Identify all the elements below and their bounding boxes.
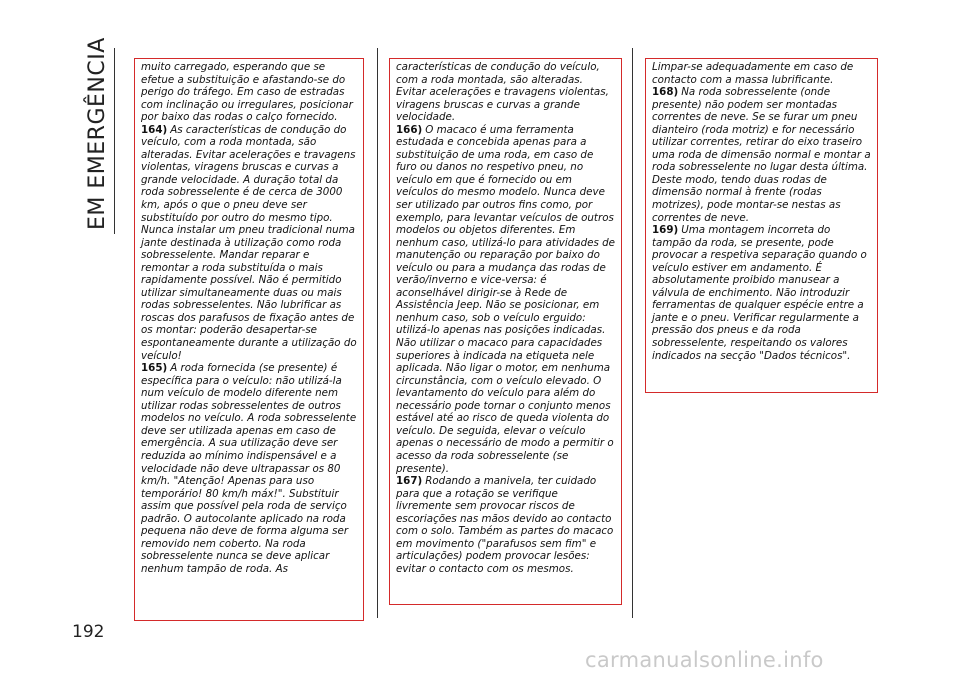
warning-paragraph: 169) Uma montagem incorreta do tampão da roda, se presente, pode provocar a respetiva separação quando o veículo estiver em andamento. É absolutamente proibido manusear a válvula de enchimento. Não introduzir ferramentas de qualquer espécie entre a jante e o pneu. Verificar regularmente a pressão dos pneus e da roda sobresselente, respeitando os valores indicados na secção "Dados técnicos". (652, 224, 867, 362)
note-number: 167) (396, 475, 423, 488)
warning-paragraph: 164) As características de condução do veículo, com a roda montada, são alteradas. Evitar acelerações e travagens violentas, viragens bruscas e curvas a grande velocidade. A duração total da roda sobresselente é de cerca de 3000 km, após o que o pneu deve ser substituído por outro do mesmo tipo. Nunca instalar um pneu tradicional numa jante destinada à utilização como roda sobresselente. Mandar reparar e remontar a roda substituída o mais rapidamente possível. Não é permitido utilizar simultaneamente duas ou mais rodas sobresselentes. Não lubrificar as roscas dos parafusos de fixação antes de os montar: poderão desapertar-se espontaneamente durante a utilização do veículo! (141, 123, 357, 362)
warning-paragraph: Limpar-se adequadamente em caso de contacto com a massa lubrificante. (652, 61, 854, 86)
warning-paragraph: muito carregado, esperando que se efetue a substituição e afastando-se do perigo do tráfego. Em caso de estradas com inclinação ou irregulares, posicionar por baixo das rodas o calço fornecido. (141, 61, 353, 124)
page-number: 192 (72, 622, 105, 642)
warning-paragraph: 167) Rodando a manivela, ter cuidado para que a rotação se verifique livremente sem provocar riscos de escoriações nas mãos devido ao contacto com o solo. Também as partes do macaco em movimento ("parafusos sem fim" e articulações) podem provocar lesões: evitar o contacto com os mesmos. (396, 475, 614, 575)
section-title: EM EMERGÊNCIA (85, 37, 110, 230)
note-number: 169) (652, 224, 679, 237)
note-number: 165) (141, 362, 168, 375)
note-number: 166) (396, 123, 423, 136)
column-divider-1 (377, 48, 378, 618)
warning-paragraph: características de condução do veículo, com a roda montada, são alteradas. Evitar acelerações e travagens violentas, viragens bruscas e curvas a grande velocidade. (396, 61, 609, 124)
section-title-rule (114, 48, 115, 234)
note-number: 164) (141, 123, 168, 136)
warning-box-3 (645, 58, 878, 393)
footer-watermark: carmanualsonline.info (585, 648, 824, 672)
note-number: 168) (652, 86, 679, 99)
warning-box-2 (389, 58, 622, 605)
warning-box-1 (134, 58, 364, 621)
warning-paragraph: 168) Na roda sobresselente (onde presente) não podem ser montadas correntes de neve. Se se furar um pneu dianteiro (roda motriz) e for necessário utilizar correntes, retirar do eixo traseiro uma roda de dimensão normal e montar a roda sobresselente no lugar desta última. Deste modo, tendo duas rodas de dimensão normal à frente (rodas motrizes), pode montar-se nestas as correntes de neve. (652, 86, 871, 224)
column-divider-2 (632, 48, 633, 618)
warning-paragraph: 166) O macaco é uma ferramenta estudada e concebida apenas para a substituição de uma roda, em caso de furo ou danos no respetivo pneu, no veículo em que é fornecido ou em veículos do mesmo modelo. Nunca deve ser utilizado par outros fins como, por exemplo, para levantar veículos de outros modelos ou objetos diferentes. Em nenhum caso, utilizá-lo para atividades de manutenção ou reparação por baixo do veículo ou para a mudança das rodas de verão/inverno e vice-versa: é aconselhável dirigir-se à Rede de Assistência Jeep. Não se posicionar, em nenhum caso, sob o veículo erguido: utilizá-lo apenas nas posições indicadas. Não utilizar o macaco para capacidades superiores à indicada na etiqueta nele aplicada. Não ligar o motor, em nenhuma circunstância, com o veículo elevado. O levantamento do veículo para além do necessário pode tornar o conjunto menos estável até ao risco de queda violenta do veículo. De seguida, elevar o veículo apenas o necessário de modo a permitir o acesso da roda sobresselente (se presente). (396, 123, 615, 475)
warning-paragraph: 165) A roda fornecida (se presente) é específica para o veículo: não utilizá-la num veículo de modelo diferente nem utilizar rodas sobresselentes de outros modelos no veículo. A roda sobresselente deve ser utilizada apenas em caso de emergência. A sua utilização deve ser reduzida ao mínimo indispensável e a velocidade não deve ultrapassar os 80 km/h. "Atenção! Apenas para uso temporário! 80 km/h máx!". Substituir assim que possível pela roda de serviço padrão. O autocolante aplicado na roda pequena não deve de forma alguma ser removido nem coberto. Na roda sobresselente nunca se deve aplicar nenhum tampão de roda. As (141, 362, 357, 575)
